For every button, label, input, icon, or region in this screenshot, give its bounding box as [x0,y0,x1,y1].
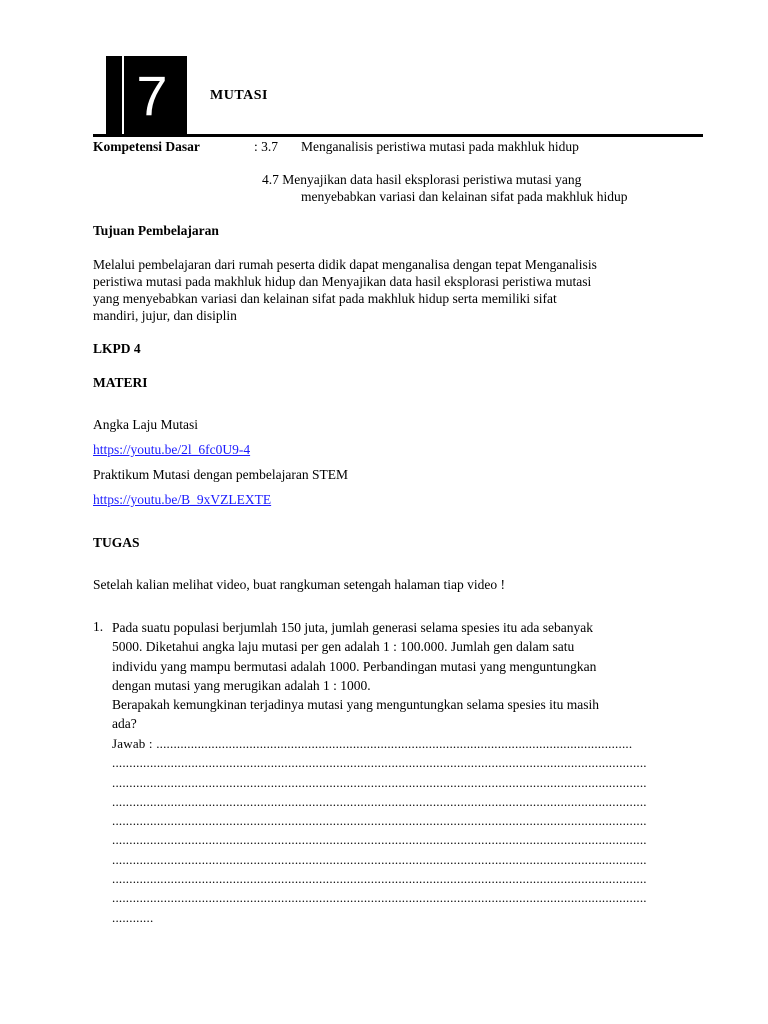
chapter-number: 7 [136,64,168,127]
tujuan-line: mandiri, jujur, dan disiplin [93,308,237,323]
header-rule [93,134,703,137]
chapter-number-divider [122,56,124,136]
answer-dotted-line: ........................................................................................................................................................... [112,813,647,829]
tujuan-line: yang menyebabkan variasi dan kelainan sifat pada makhluk hidup serta memiliki sifat [93,291,557,306]
question-line: ada? [112,716,137,732]
answer-dotted-line: ........................................................................................................................................................... [112,832,647,848]
kd2-line2: menyebabkan variasi dan kelainan sifat pada makhluk hidup [301,189,628,204]
materi-item2-link[interactable]: https://youtu.be/B_9xVZLEXTE [93,492,272,507]
tujuan-paragraph [93,256,683,324]
question-line: dengan mutasi yang merugikan adalah 1 : 1000. [112,677,371,693]
answer-dotted-line: ........................................................................................................................................................... [112,755,647,771]
tujuan-line: Melalui pembelajaran dari rumah peserta didik dapat menganalisa dengan tepat Menganalisis [93,257,597,272]
question-line: Pada suatu populasi berjumlah 150 juta, jumlah generasi selama spesies itu ada sebanyak [112,620,593,635]
chapter-number-box [106,56,187,136]
answer-area[interactable] [112,734,674,927]
question-line: 5000. Diketahui angka laju mutasi per gen adalah 1 : 100.000. Jumlah gen dalam satu [112,639,575,655]
kd1-text: Menganalisis peristiwa mutasi pada makhluk hidup [301,139,579,154]
kd1-code: : 3.7 [254,139,279,154]
answer-dotted-line: ........................................................................................................................................................... [112,871,647,887]
answer-dotted-line: ........................................................................................................................................................... [112,793,647,809]
answer-dotted-line: ........................................................................................................................................................... [112,774,647,790]
answer-label: Jawab : [112,736,153,751]
question-text [112,618,692,734]
question-number: 1. [93,619,104,634]
answer-dots: .......................................................................................................................................... [156,736,633,751]
tugas-heading: TUGAS [93,535,140,550]
answer-first-line [112,734,672,753]
materi-item1-link[interactable]: https://youtu.be/2l_6fc0U9-4 [93,442,251,457]
question-line: individu yang mampu bermutasi adalah 1000. Perbandingan mutasi yang menguntungkan [112,658,597,674]
answer-dotted-line: ............ [112,909,154,925]
materi-item1-title: Angka Laju Mutasi [93,417,198,432]
tujuan-line: peristiwa mutasi pada makhluk hidup dan Menyajikan data hasil eksplorasi peristiwa mutasi [93,274,592,289]
answer-dotted-line: ........................................................................................................................................................... [112,890,647,906]
materi-item2-title: Praktikum Mutasi dengan pembelajaran STEM [93,467,348,482]
materi-heading: MATERI [93,375,148,390]
tugas-instruction: Setelah kalian melihat video, buat rangkuman setengah halaman tiap video ! [93,577,505,592]
answer-dotted-line: ........................................................................................................................................................... [112,851,647,867]
tujuan-heading: Tujuan Pembelajaran [93,223,219,238]
question-line: Berapakah kemungkinan terjadinya mutasi yang menguntungkan selama spesies itu masih [112,697,600,713]
kompetensi-label: Kompetensi Dasar [93,139,200,154]
lkpd-heading: LKPD 4 [93,341,141,356]
kd2-line1: 4.7 Menyajikan data hasil eksplorasi peristiwa mutasi yang [262,172,582,187]
chapter-title: MUTASI [210,88,268,103]
